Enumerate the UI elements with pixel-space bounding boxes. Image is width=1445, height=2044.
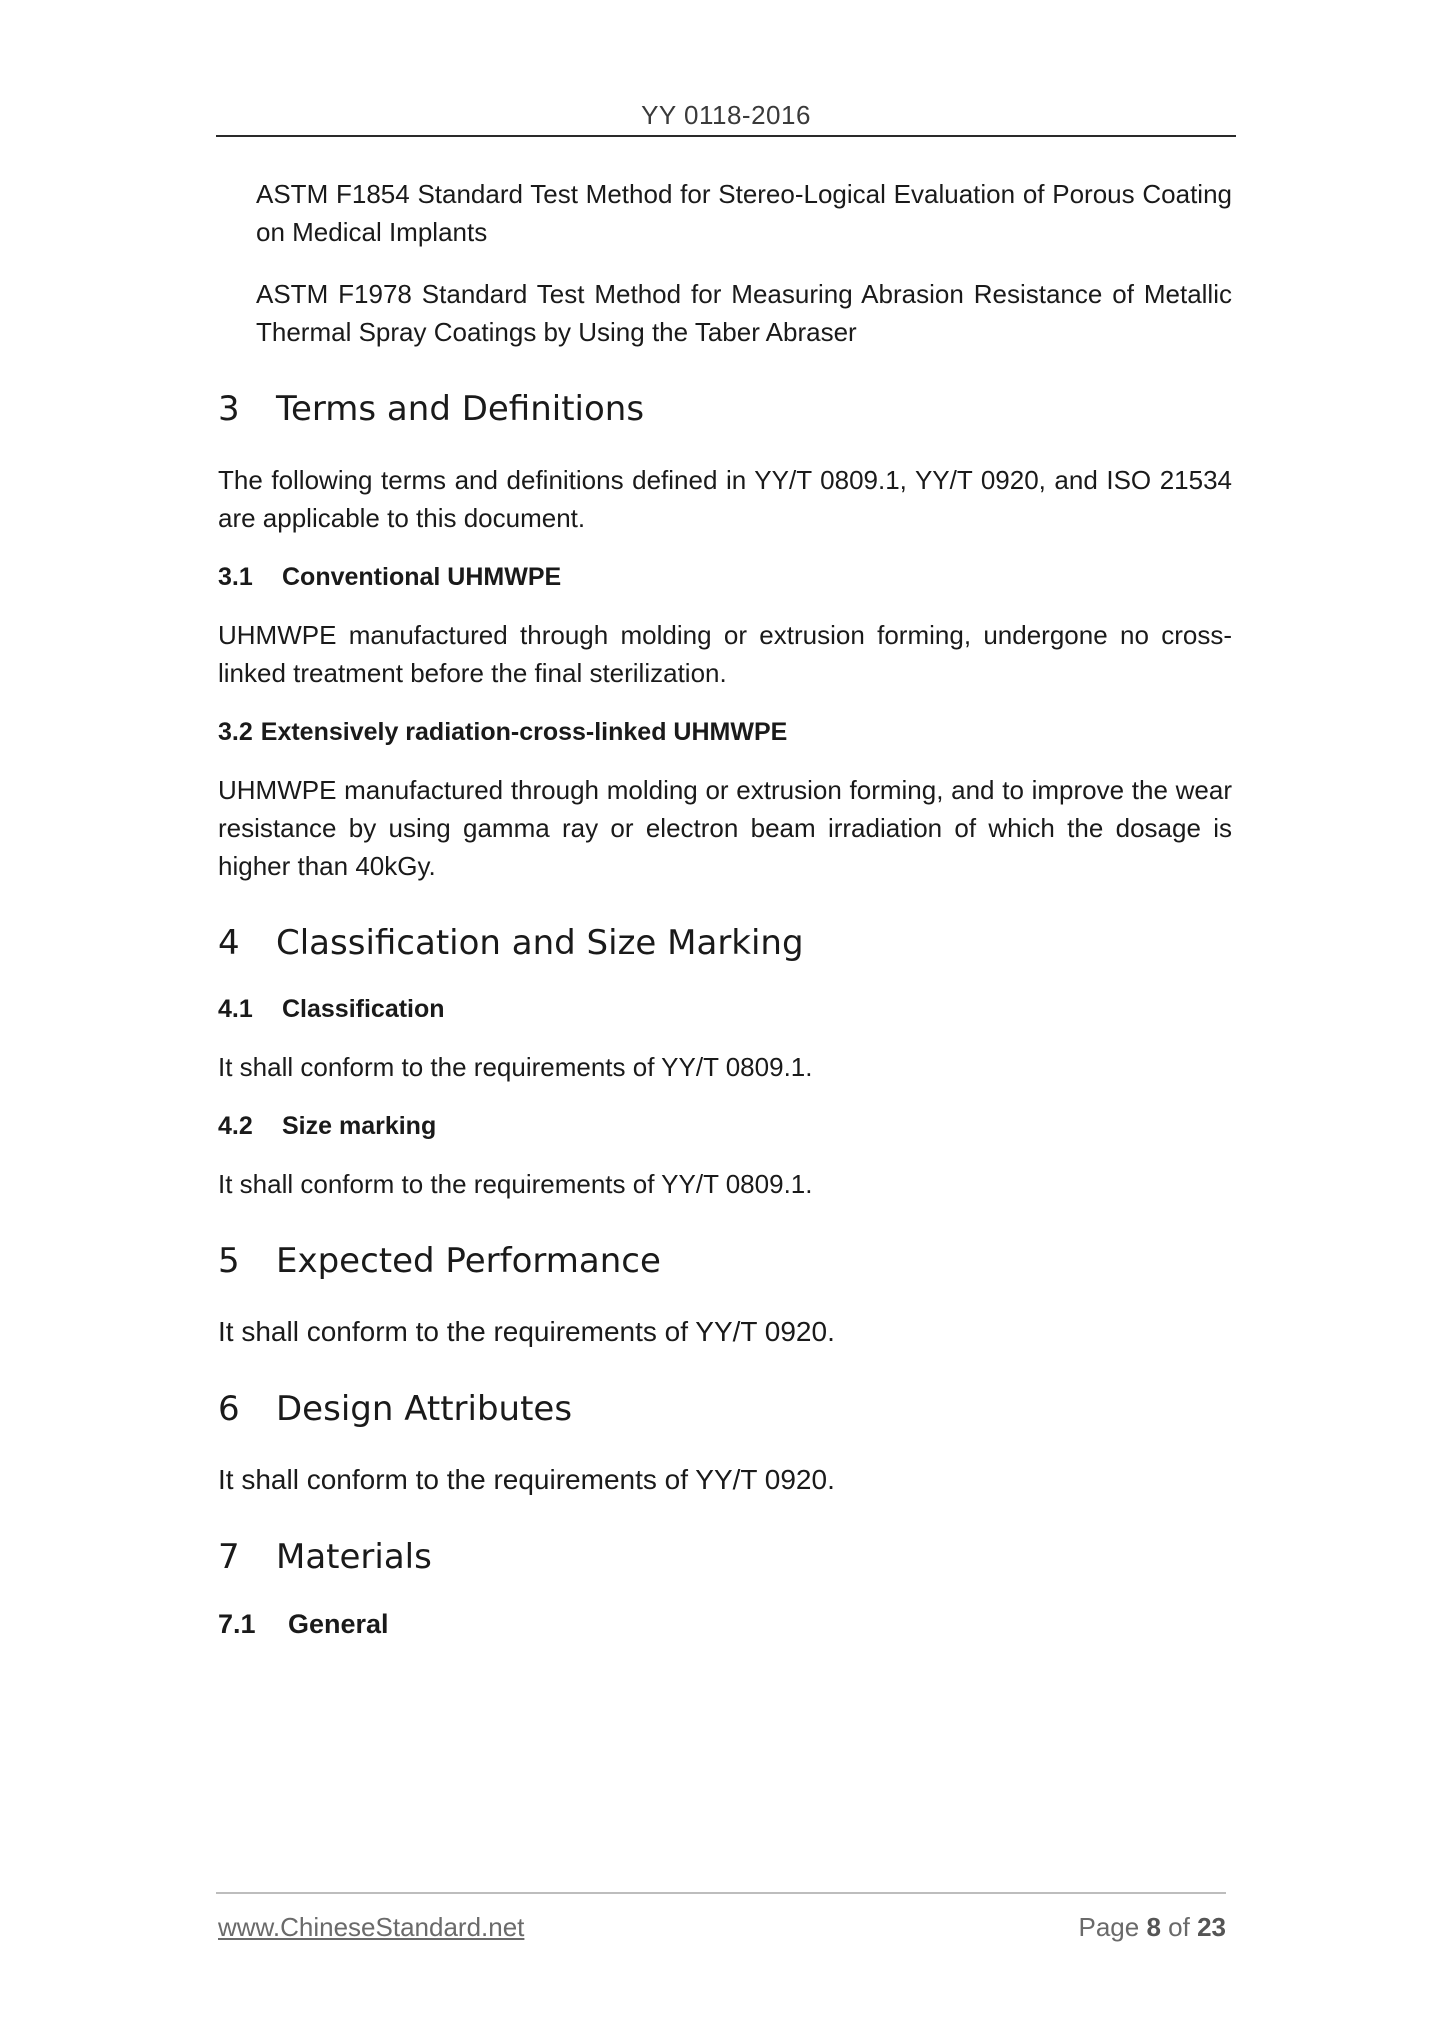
subclause-title: Size marking [282,1112,437,1140]
clause-3-1-heading [218,563,1232,592]
subclause-number: 4.2 [218,1112,253,1140]
footer-divider [216,1892,1226,1894]
clause-number: 7 [218,1537,240,1577]
clause-3-heading [218,389,1232,429]
clause-7-1-heading [218,1609,1232,1640]
clause-title: Design Attributes [276,1389,573,1429]
clause-title: Classification and Size Marking [276,923,804,963]
subclause-number: 7.1 [218,1609,256,1639]
subclause-number: 4.1 [218,995,253,1023]
clause-4-2-heading [218,1112,1232,1141]
clause-4-1-heading [218,995,1232,1024]
clause-7-heading [218,1537,1232,1577]
page-of-label: of [1168,1912,1190,1942]
page-label: Page [1078,1912,1140,1942]
clause-4-1-text: It shall conform to the requirements of YY/T 0809.1. [218,1052,813,1082]
clause-number: 6 [218,1389,240,1429]
clause-3-1-text: UHMWPE manufactured through molding or extrusion forming, undergone no cross-linked treatment before the final sterilization. [218,620,1232,688]
clause-title: Materials [276,1537,432,1577]
standard-id-header: YY 0118-2016 [641,100,811,130]
clause-number: 4 [218,923,240,963]
clause-4-heading [218,923,1232,963]
reference-astm-f1854: ASTM F1854 Standard Test Method for Stereo-Logical Evaluation of Porous Coating on Medical Implants [256,179,1232,247]
clause-6-text: It shall conform to the requirements of YY/T 0920. [218,1464,835,1495]
clause-number: 5 [218,1241,240,1281]
clause-title: Terms and Definitions [276,389,645,429]
website-link[interactable]: www.ChineseStandard.net [218,1912,525,1942]
clause-5-heading [218,1241,1232,1281]
header-divider [216,135,1236,137]
clause-3-2-heading [218,718,1232,747]
clause-5-text: It shall conform to the requirements of YY/T 0920. [218,1316,835,1347]
clause-6-heading [218,1389,1232,1429]
clause-number: 3 [218,389,240,429]
subclause-number: 3.1 [218,563,253,591]
document-body [218,175,1232,1664]
clause-3-intro: The following terms and definitions defined in YY/T 0809.1, YY/T 0920, and ISO 21534 are applicable to this document. [218,465,1232,533]
subclause-title: General [288,1609,389,1639]
clause-4-2-text: It shall conform to the requirements of YY/T 0809.1. [218,1169,813,1199]
page-number [1078,1912,1226,1943]
page-footer [218,1912,1226,1943]
total-pages: 23 [1197,1912,1226,1942]
subclause-title: Conventional UHMWPE [282,563,562,591]
clause-3-2-text: UHMWPE manufactured through molding or extrusion forming, and to improve the wear resistance by using gamma ray or electron beam irradiation of which the dosage is higher than 40kGy. [218,775,1232,881]
subclause-title: Extensively radiation-cross-linked UHMWPE [260,718,788,746]
clause-title: Expected Performance [276,1241,661,1281]
subclause-title: Classification [282,995,445,1023]
current-page: 8 [1146,1912,1161,1942]
subclause-number: 3.2 [218,718,253,746]
reference-astm-f1978: ASTM F1978 Standard Test Method for Measuring Abrasion Resistance of Metallic Thermal Spray Coatings by Using the Taber Abraser [256,279,1232,347]
